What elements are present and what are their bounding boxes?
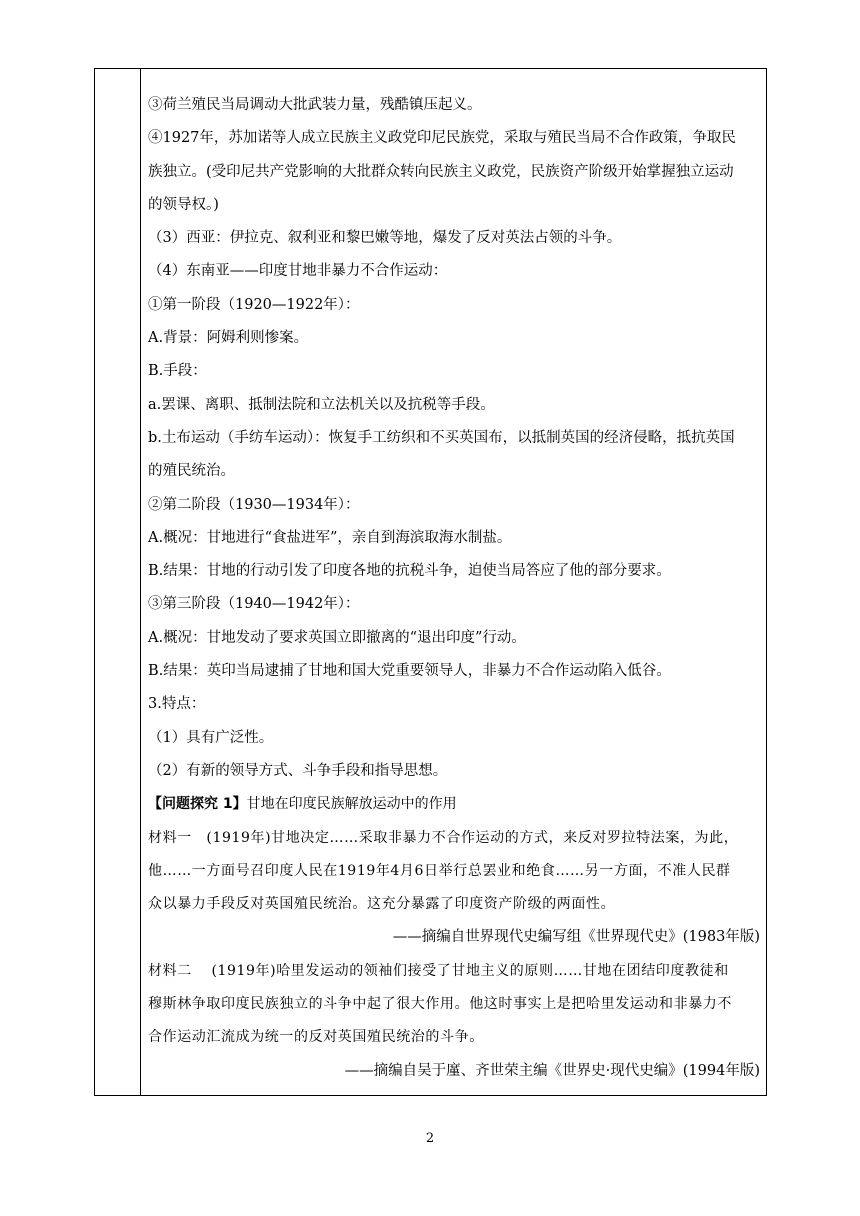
text-line: （3）西亚：伊拉克、叙利亚和黎巴嫩等地，爆发了反对英法占领的斗争。 (148, 230, 622, 247)
material1-source: ——摘编自世界现代史编写组《世界现代史》(1983年版) (392, 929, 760, 946)
text-line: ③第三阶段（1940—1942年）： (148, 596, 360, 613)
text-line: A.概况：甘地进行“食盐进军”，亲自到海滨取海水制盐。 (148, 529, 512, 546)
text-line: 的殖民统治。 (148, 463, 235, 480)
text-line: a.罢课、离职、抵制法院和立法机关以及抗税等手段。 (148, 396, 495, 413)
text-line: ④1927年，苏加诺等人成立民族主义政党印尼民族党，采取与殖民当局不合作政策，争取民 (148, 130, 736, 147)
text-line: B.结果：甘地的行动引发了印度各地的抗税斗争，迫使当局答应了他的部分要求。 (148, 563, 671, 580)
inquiry-heading (148, 788, 760, 821)
text-line: ①第一阶段（1920—1922年）： (148, 296, 360, 313)
text-line: 3.特点： (148, 696, 206, 713)
material1-line: 他……一方面号召印度人民在1919年4月6日举行总罢业和绝食……另一方面，不准人民群 (148, 862, 731, 879)
material2-line: 材料二 (1919年)哈里发运动的领袖们接受了甘地主义的原则……甘地在团结印度教徒和 (148, 962, 729, 979)
text-line: 的领导权。) (148, 196, 219, 213)
text-line: A.概况：甘地发动了要求英国立即撤离的“退出印度”行动。 (148, 629, 526, 646)
text-line: （2）有新的领导方式、斗争手段和指导思想。 (148, 762, 448, 779)
material2-line: 合作运动汇流成为统一的反对英国殖民统治的斗争。 (148, 1029, 484, 1046)
text-line: b.土布运动（手纺车运动）：恢复手工纺织和不买英国布，以抵制英国的经济侵略，抵抗英国 (148, 429, 735, 446)
content-table (94, 68, 767, 1096)
table-content-cell (148, 89, 760, 1088)
material1-line: 众以暴力手段反对英国殖民统治。这充分暴露了印度资产阶级的两面性。 (148, 896, 616, 913)
text-line: （4）东南亚——印度甘地非暴力不合作运动： (148, 263, 448, 280)
text-line: B.手段： (148, 363, 207, 380)
material2-source: ——摘编自吴于廑、齐世荣主编《世界史·现代史编》(1994年版) (344, 1062, 760, 1079)
material1-line: 材料一 (1919年)甘地决定……采取非暴力不合作运动的方式，来反对罗拉特法案，为此， (148, 829, 739, 846)
text-line: B.结果：英印当局逮捕了甘地和国大党重要领导人，非暴力不合作运动陷入低谷。 (148, 663, 671, 680)
inquiry-label: 【问题探究 1】 (148, 796, 247, 813)
text-line: ②第二阶段（1930—1934年）： (148, 496, 360, 513)
material2-line: 穆斯林争取印度民族独立的斗争中起了很大作用。他这时事实上是把哈里发运动和非暴力不 (148, 996, 732, 1013)
text-line: （1）具有广泛性。 (148, 729, 274, 746)
inquiry-title: 甘地在印度民族解放运动中的作用 (246, 796, 457, 813)
page-number: 2 (425, 1131, 435, 1146)
table-left-column (95, 69, 141, 1095)
text-line: 族独立。(受印尼共产党影响的大批群众转向民族主义政党，民族资产阶级开始掌握独立运动 (148, 163, 734, 180)
text-line: A.背景：阿姆利则惨案。 (148, 330, 309, 347)
text-line: ③荷兰殖民当局调动大批武装力量，残酷镇压起义。 (148, 97, 482, 113)
